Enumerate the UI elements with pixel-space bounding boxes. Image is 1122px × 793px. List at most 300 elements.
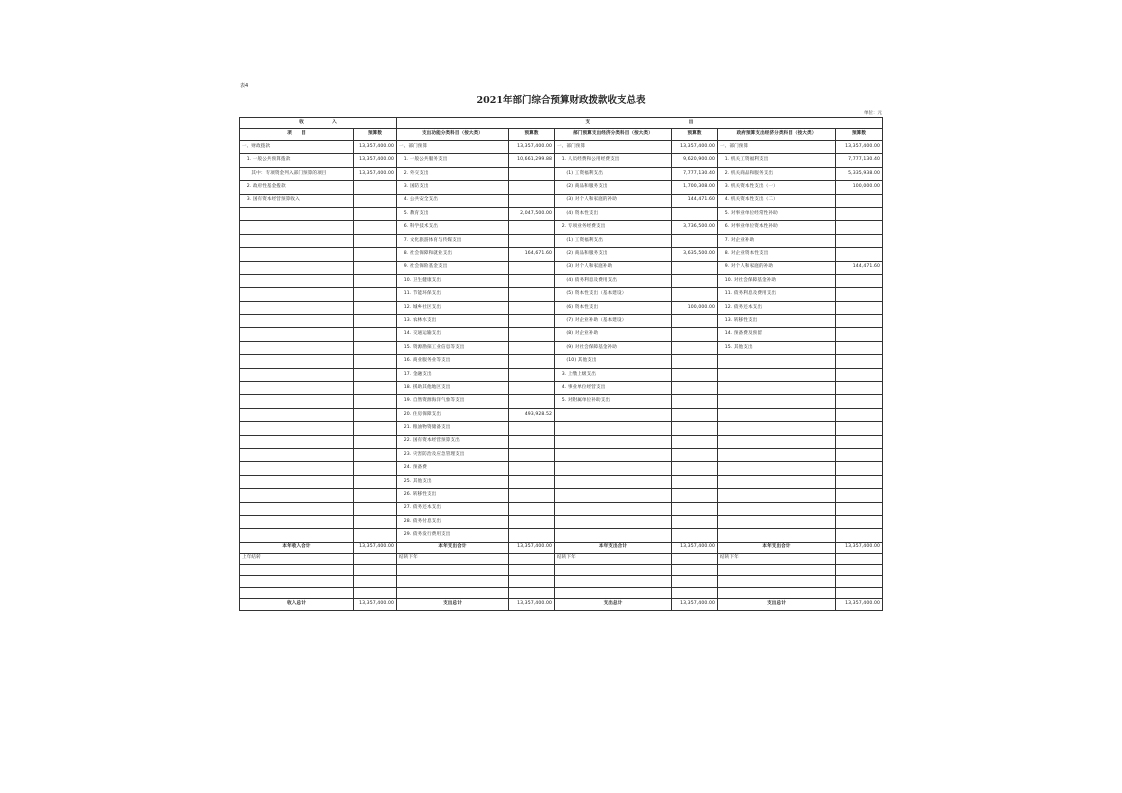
amount-cell	[509, 475, 555, 488]
empty-cell	[836, 576, 883, 588]
table-row	[240, 462, 883, 475]
table-row	[240, 234, 883, 247]
amount-cell: 13,357,400.00	[672, 141, 718, 154]
item-cell	[555, 462, 672, 475]
amount-cell	[354, 475, 397, 488]
item-cell	[718, 382, 836, 395]
amount-cell	[354, 194, 397, 207]
amount-cell	[509, 274, 555, 287]
blank-row	[240, 576, 883, 588]
item-cell: 3. 国防支出	[397, 181, 509, 194]
item-cell	[718, 395, 836, 408]
amount-cell	[354, 515, 397, 528]
item-cell	[718, 435, 836, 448]
table-row	[240, 315, 883, 328]
item-cell	[240, 422, 354, 435]
year-total-row	[240, 542, 883, 553]
item-cell	[240, 475, 354, 488]
amount-cell	[354, 502, 397, 515]
table-row	[240, 382, 883, 395]
amount-cell	[672, 515, 718, 528]
amount-cell	[836, 301, 883, 314]
item-cell: 支出总计	[397, 599, 509, 611]
item-cell	[718, 462, 836, 475]
amount-cell	[836, 288, 883, 301]
column-header: 政府预算支出经济分类科目（按大类）	[718, 129, 836, 141]
amount-cell	[509, 515, 555, 528]
item-cell: 21. 粮油物资储备支出	[397, 422, 509, 435]
amount-cell	[836, 435, 883, 448]
item-cell	[240, 315, 354, 328]
column-header-row	[240, 129, 883, 141]
item-cell	[718, 515, 836, 528]
amount-cell	[354, 328, 397, 341]
item-cell	[555, 475, 672, 488]
amount-cell	[509, 489, 555, 502]
item-cell	[240, 274, 354, 287]
item-cell: 11. 节能环保支出	[397, 288, 509, 301]
amount-cell	[672, 355, 718, 368]
carry-over-row	[240, 553, 883, 564]
amount-cell	[354, 355, 397, 368]
table-row	[240, 408, 883, 421]
amount-cell	[509, 395, 555, 408]
table-number-label: 表4	[240, 83, 249, 89]
column-header: 项 目	[240, 129, 354, 141]
amount-cell	[672, 448, 718, 461]
amount-cell	[509, 422, 555, 435]
table-row	[240, 221, 883, 234]
column-header: 预算数	[509, 129, 555, 141]
empty-cell	[555, 576, 672, 588]
amount-cell	[354, 489, 397, 502]
item-cell: 1. 人员经费和公用经费支出	[555, 154, 672, 167]
amount-cell	[836, 355, 883, 368]
item-cell: 本年支出合计	[397, 542, 509, 553]
amount-cell	[509, 529, 555, 542]
amount-cell	[836, 194, 883, 207]
item-cell: (5) 资本性支出（基本建设）	[555, 288, 672, 301]
item-cell: (3) 对个人和家庭补助	[555, 261, 672, 274]
empty-cell	[240, 564, 354, 576]
item-cell: 1. 一般公共预算拨款	[240, 154, 354, 167]
item-cell	[718, 408, 836, 421]
item-cell: 12. 债务还本支出	[718, 301, 836, 314]
amount-cell	[672, 368, 718, 381]
amount-cell	[672, 422, 718, 435]
amount-cell	[509, 462, 555, 475]
empty-cell	[555, 564, 672, 576]
item-cell: 结转下年	[718, 553, 836, 564]
item-cell	[240, 448, 354, 461]
amount-cell: 13,357,400.00	[836, 542, 883, 553]
item-cell: 9. 对个人和家庭的补助	[718, 261, 836, 274]
item-cell: 5. 教育支出	[397, 207, 509, 220]
income-header: 收 入	[240, 118, 397, 129]
amount-cell	[509, 328, 555, 341]
amount-cell: 13,357,400.00	[354, 542, 397, 553]
empty-cell	[672, 587, 718, 599]
item-cell: 17. 金融支出	[397, 368, 509, 381]
empty-cell	[718, 587, 836, 599]
item-cell: 本年支出合计	[555, 542, 672, 553]
amount-cell	[354, 422, 397, 435]
amount-cell	[509, 301, 555, 314]
item-cell	[718, 502, 836, 515]
column-header: 支出功能分类科目（按大类）	[397, 129, 509, 141]
amount-cell	[836, 274, 883, 287]
amount-cell: 164,671.60	[509, 248, 555, 261]
table-row	[240, 328, 883, 341]
amount-cell: 13,357,400.00	[509, 599, 555, 611]
amount-cell	[354, 248, 397, 261]
item-cell: 4. 公共安全支出	[397, 194, 509, 207]
item-cell: (8) 对企业补助	[555, 328, 672, 341]
amount-cell: 144,471.60	[672, 194, 718, 207]
amount-cell: 13,357,400.00	[354, 141, 397, 154]
item-cell: (9) 对社会保障基金补助	[555, 341, 672, 354]
item-cell: 7. 文化旅游体育与传媒支出	[397, 234, 509, 247]
item-cell	[240, 462, 354, 475]
item-cell	[240, 355, 354, 368]
table-row	[240, 167, 883, 180]
table-row	[240, 141, 883, 154]
grand-total-row	[240, 599, 883, 611]
amount-cell	[354, 261, 397, 274]
amount-cell	[354, 529, 397, 542]
item-cell	[718, 368, 836, 381]
amount-cell: 3,736,500.00	[672, 221, 718, 234]
amount-cell: 3,635,500.00	[672, 248, 718, 261]
table-row	[240, 489, 883, 502]
section-header-row	[240, 118, 883, 129]
amount-cell	[354, 368, 397, 381]
amount-cell	[354, 288, 397, 301]
table-row	[240, 475, 883, 488]
item-cell: 6. 科学技术支出	[397, 221, 509, 234]
amount-cell: 100,000.00	[836, 181, 883, 194]
amount-cell	[509, 368, 555, 381]
amount-cell: 493,928.52	[509, 408, 555, 421]
amount-cell	[836, 328, 883, 341]
table-row	[240, 529, 883, 542]
item-cell	[240, 207, 354, 220]
item-cell: 25. 其他支出	[397, 475, 509, 488]
item-cell: (2) 商品和服务支出	[555, 181, 672, 194]
amount-cell: 13,357,400.00	[672, 542, 718, 553]
item-cell: 8. 对企业资本性支出	[718, 248, 836, 261]
item-cell: (7) 对企业补助（基本建设）	[555, 315, 672, 328]
item-cell	[240, 502, 354, 515]
amount-cell: 5,335,938.00	[836, 167, 883, 180]
item-cell: 2. 机关商品和服务支出	[718, 167, 836, 180]
amount-cell	[836, 553, 883, 564]
item-cell: 支出总计	[555, 599, 672, 611]
amount-cell	[836, 448, 883, 461]
empty-cell	[354, 576, 397, 588]
item-cell: 上年结转	[240, 553, 354, 564]
amount-cell	[354, 207, 397, 220]
amount-cell	[354, 274, 397, 287]
expense-header: 支 出	[397, 118, 883, 129]
item-cell	[240, 301, 354, 314]
item-cell: 支出总计	[718, 599, 836, 611]
item-cell: 24. 预备费	[397, 462, 509, 475]
amount-cell: 13,357,400.00	[354, 167, 397, 180]
empty-cell	[555, 587, 672, 599]
amount-cell	[354, 553, 397, 564]
document-title: 2021年部门综合预算财政拨款收支总表	[476, 95, 646, 106]
item-cell: 2. 政府性基金拨款	[240, 181, 354, 194]
amount-cell	[672, 529, 718, 542]
amount-cell	[509, 194, 555, 207]
table-row	[240, 194, 883, 207]
item-cell: (1) 工资福利支出	[555, 167, 672, 180]
item-cell: 其中：专项资金列入部门预算的项目	[240, 167, 354, 180]
item-cell	[555, 435, 672, 448]
empty-cell	[397, 564, 509, 576]
empty-cell	[836, 564, 883, 576]
empty-cell	[354, 587, 397, 599]
amount-cell	[354, 341, 397, 354]
amount-cell	[672, 328, 718, 341]
amount-cell	[836, 248, 883, 261]
empty-cell	[509, 564, 555, 576]
column-header: 预算数	[354, 129, 397, 141]
amount-cell: 13,357,400.00	[354, 154, 397, 167]
item-cell: 4. 事业单位经营支出	[555, 382, 672, 395]
empty-cell	[672, 576, 718, 588]
table-row	[240, 154, 883, 167]
amount-cell	[354, 395, 397, 408]
blank-row	[240, 564, 883, 576]
item-cell: 27. 债务还本支出	[397, 502, 509, 515]
item-cell: 15. 其他支出	[718, 341, 836, 354]
item-cell: 本年支出合计	[718, 542, 836, 553]
amount-cell	[672, 207, 718, 220]
amount-cell: 13,357,400.00	[836, 141, 883, 154]
amount-cell: 7,777,130.40	[672, 167, 718, 180]
item-cell: 本年收入合计	[240, 542, 354, 553]
item-cell: 18. 援助其他地区支出	[397, 382, 509, 395]
item-cell: (4) 债务利息及费用支出	[555, 274, 672, 287]
item-cell	[240, 248, 354, 261]
amount-cell	[672, 261, 718, 274]
amount-cell	[672, 462, 718, 475]
item-cell: 23. 灾害防治及应急管理支出	[397, 448, 509, 461]
item-cell: (10) 其他支出	[555, 355, 672, 368]
empty-cell	[672, 564, 718, 576]
item-cell: 28. 债务付息支出	[397, 515, 509, 528]
item-cell: 结转下年	[397, 553, 509, 564]
amount-cell	[836, 408, 883, 421]
amount-cell	[672, 234, 718, 247]
item-cell	[240, 234, 354, 247]
table-row	[240, 301, 883, 314]
amount-cell	[672, 553, 718, 564]
amount-cell: 13,357,400.00	[672, 599, 718, 611]
item-cell: 3. 国有资本经营预算收入	[240, 194, 354, 207]
amount-cell	[672, 274, 718, 287]
item-cell	[555, 422, 672, 435]
item-cell	[555, 448, 672, 461]
item-cell: 4. 机关资本性支出（二）	[718, 194, 836, 207]
item-cell: 7. 对企业补助	[718, 234, 836, 247]
item-cell: 1. 一般公共服务支出	[397, 154, 509, 167]
table-row	[240, 355, 883, 368]
item-cell: 14. 交通运输支出	[397, 328, 509, 341]
empty-cell	[836, 587, 883, 599]
column-header: 部门预算支出经济分类科目（按大类）	[555, 129, 672, 141]
empty-cell	[718, 576, 836, 588]
empty-cell	[509, 576, 555, 588]
empty-cell	[397, 587, 509, 599]
amount-cell	[354, 448, 397, 461]
amount-cell	[509, 221, 555, 234]
amount-cell	[836, 368, 883, 381]
item-cell: 13. 转移性支出	[718, 315, 836, 328]
amount-cell	[354, 221, 397, 234]
item-cell: 一、财政拨款	[240, 141, 354, 154]
amount-cell: 13,357,400.00	[836, 599, 883, 611]
amount-cell	[509, 181, 555, 194]
amount-cell	[672, 489, 718, 502]
item-cell	[718, 529, 836, 542]
item-cell	[555, 408, 672, 421]
table-row	[240, 261, 883, 274]
amount-cell: 9,620,900.00	[672, 154, 718, 167]
budget-summary-table	[239, 117, 883, 611]
amount-cell	[354, 462, 397, 475]
amount-cell	[672, 341, 718, 354]
table-row	[240, 368, 883, 381]
table-row	[240, 435, 883, 448]
amount-cell	[509, 502, 555, 515]
item-cell	[718, 475, 836, 488]
amount-cell	[672, 288, 718, 301]
amount-cell	[354, 234, 397, 247]
table-row	[240, 207, 883, 220]
item-cell: 6. 对事业单位资本性补助	[718, 221, 836, 234]
amount-cell	[509, 382, 555, 395]
amount-cell	[836, 382, 883, 395]
amount-cell	[836, 221, 883, 234]
amount-cell	[509, 355, 555, 368]
item-cell: 8. 社会保障和就业支出	[397, 248, 509, 261]
amount-cell	[836, 422, 883, 435]
amount-cell	[509, 288, 555, 301]
item-cell: 一、部门预算	[555, 141, 672, 154]
amount-cell: 13,357,400.00	[509, 542, 555, 553]
item-cell: 26. 转移性支出	[397, 489, 509, 502]
item-cell	[240, 261, 354, 274]
amount-cell: 10,661,299.88	[509, 154, 555, 167]
amount-cell	[672, 315, 718, 328]
amount-cell: 100,000.00	[672, 301, 718, 314]
empty-cell	[354, 564, 397, 576]
item-cell	[718, 355, 836, 368]
amount-cell	[509, 261, 555, 274]
item-cell: 3. 上缴上级支出	[555, 368, 672, 381]
item-cell	[555, 502, 672, 515]
item-cell	[240, 328, 354, 341]
item-cell	[718, 422, 836, 435]
item-cell	[240, 288, 354, 301]
amount-cell	[354, 382, 397, 395]
empty-cell	[509, 587, 555, 599]
item-cell: 1. 机关工资福利支出	[718, 154, 836, 167]
item-cell	[718, 489, 836, 502]
amount-cell	[672, 408, 718, 421]
item-cell	[240, 341, 354, 354]
amount-cell	[836, 502, 883, 515]
item-cell: 16. 商业服务业等支出	[397, 355, 509, 368]
table-row	[240, 248, 883, 261]
item-cell	[555, 515, 672, 528]
amount-cell	[354, 435, 397, 448]
amount-cell	[836, 341, 883, 354]
amount-cell	[509, 448, 555, 461]
item-cell: 收入总计	[240, 599, 354, 611]
amount-cell: 2,047,500.00	[509, 207, 555, 220]
item-cell	[555, 529, 672, 542]
item-cell: 19. 自然资源海洋气象等支出	[397, 395, 509, 408]
table-row	[240, 288, 883, 301]
table-row	[240, 502, 883, 515]
empty-cell	[718, 564, 836, 576]
amount-cell	[509, 315, 555, 328]
item-cell: 12. 城乡社区支出	[397, 301, 509, 314]
amount-cell	[836, 475, 883, 488]
amount-cell	[836, 207, 883, 220]
empty-cell	[240, 587, 354, 599]
item-cell: 13. 农林水支出	[397, 315, 509, 328]
item-cell: 结转下年	[555, 553, 672, 564]
item-cell	[240, 489, 354, 502]
item-cell: 5. 对事业单位经常性补助	[718, 207, 836, 220]
item-cell: 2. 外交支出	[397, 167, 509, 180]
table-row	[240, 395, 883, 408]
table-row	[240, 422, 883, 435]
amount-cell	[354, 408, 397, 421]
amount-cell: 7,777,130.40	[836, 154, 883, 167]
table-row	[240, 515, 883, 528]
amount-cell	[509, 553, 555, 564]
amount-cell	[509, 435, 555, 448]
amount-cell	[836, 462, 883, 475]
empty-cell	[397, 576, 509, 588]
item-cell: 3. 机关资本性支出（一）	[718, 181, 836, 194]
item-cell: 10. 卫生健康支出	[397, 274, 509, 287]
item-cell: 一、部门预算	[718, 141, 836, 154]
item-cell: 22. 国有资本经营预算支出	[397, 435, 509, 448]
item-cell: 11. 债务利息及费用支出	[718, 288, 836, 301]
item-cell	[240, 221, 354, 234]
table-row	[240, 341, 883, 354]
amount-cell	[836, 529, 883, 542]
amount-cell	[354, 301, 397, 314]
item-cell: (6) 资本性支出	[555, 301, 672, 314]
amount-cell: 1,700,308.00	[672, 181, 718, 194]
item-cell: 20. 住房保障支出	[397, 408, 509, 421]
amount-cell	[836, 515, 883, 528]
item-cell: (4) 资本性支出	[555, 207, 672, 220]
item-cell	[240, 515, 354, 528]
item-cell	[718, 448, 836, 461]
amount-cell	[672, 382, 718, 395]
item-cell: (2) 商品和服务支出	[555, 248, 672, 261]
column-header: 预算数	[672, 129, 718, 141]
